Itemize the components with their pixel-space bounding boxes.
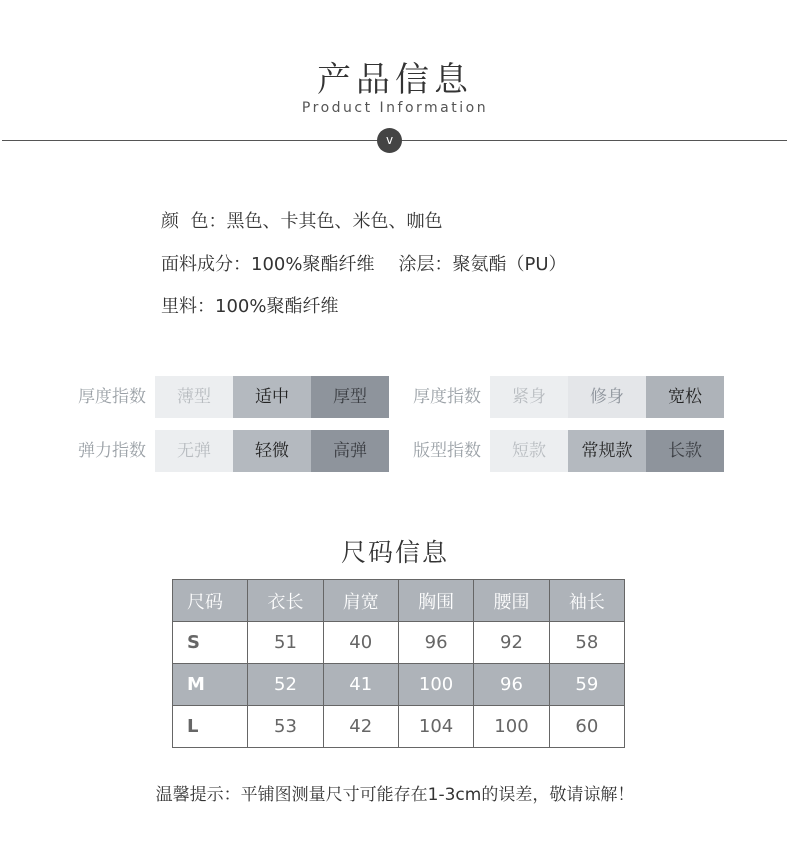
elasticity-index-label: 弹力指数 <box>78 441 146 461</box>
row-size: M <box>173 664 248 706</box>
lining-info <box>161 292 338 318</box>
fabric-info <box>161 250 567 276</box>
length-option-short: 短款 <box>490 430 568 472</box>
cell-chest: 96 <box>398 622 473 664</box>
page-subtitle: Product Information <box>301 100 489 116</box>
header-waist: 腰围 <box>474 580 549 622</box>
cell-sleeve: 58 <box>549 622 624 664</box>
header-chest: 胸围 <box>398 580 473 622</box>
cell-chest: 104 <box>398 706 473 748</box>
measurement-note: 温馨提示：平铺图测量尺寸可能存在1-3cm的误差，敬请谅解！ <box>155 785 635 805</box>
page-title: 产品信息 <box>317 60 473 100</box>
header-length: 衣长 <box>248 580 323 622</box>
cell-waist: 96 <box>474 664 549 706</box>
fabric-value: 100%聚酯纤维 <box>251 254 375 275</box>
cell-shoulder: 40 <box>323 622 398 664</box>
table-row <box>173 664 625 706</box>
header-size: 尺码 <box>173 580 248 622</box>
thickness-option-thick: 厚型 <box>311 376 389 418</box>
thickness-index-label: 厚度指数 <box>78 387 146 407</box>
lining-label: 里料： <box>161 296 215 317</box>
cell-shoulder: 41 <box>323 664 398 706</box>
fit-index-label: 厚度指数 <box>413 387 481 407</box>
elasticity-option-high: 高弹 <box>311 430 389 472</box>
table-header-row <box>173 580 625 622</box>
coating-label: 涂层： <box>398 254 453 275</box>
lining-value: 100%聚酯纤维 <box>215 296 339 317</box>
cell-length: 53 <box>248 706 323 748</box>
length-index-label: 版型指数 <box>413 441 481 461</box>
elasticity-option-slight: 轻微 <box>233 430 311 472</box>
cell-waist: 92 <box>474 622 549 664</box>
header-sleeve: 袖长 <box>549 580 624 622</box>
chevron-down-icon: v <box>377 128 402 153</box>
color-label: 颜 色： <box>161 211 227 232</box>
cell-sleeve: 59 <box>549 664 624 706</box>
row-size: S <box>173 622 248 664</box>
cell-length: 51 <box>248 622 323 664</box>
elasticity-option-none: 无弹 <box>155 430 233 472</box>
length-option-regular: 常规款 <box>568 430 646 472</box>
cell-chest: 100 <box>398 664 473 706</box>
fit-option-loose: 宽松 <box>646 376 724 418</box>
table-row <box>173 706 625 748</box>
thickness-option-medium: 适中 <box>233 376 311 418</box>
cell-length: 52 <box>248 664 323 706</box>
fit-option-slim: 修身 <box>568 376 646 418</box>
cell-shoulder: 42 <box>323 706 398 748</box>
size-table <box>172 579 625 748</box>
fit-option-tight: 紧身 <box>490 376 568 418</box>
row-size: L <box>173 706 248 748</box>
fabric-label: 面料成分： <box>161 254 251 275</box>
color-info <box>161 207 442 233</box>
thickness-option-thin: 薄型 <box>155 376 233 418</box>
header-shoulder: 肩宽 <box>323 580 398 622</box>
size-section-title: 尺码信息 <box>340 538 449 567</box>
coating-value: 聚氨酯（PU） <box>452 254 567 275</box>
color-value: 黑色、卡其色、米色、咖色 <box>226 211 443 232</box>
cell-waist: 100 <box>474 706 549 748</box>
table-row <box>173 622 625 664</box>
cell-sleeve: 60 <box>549 706 624 748</box>
length-option-long: 长款 <box>646 430 724 472</box>
